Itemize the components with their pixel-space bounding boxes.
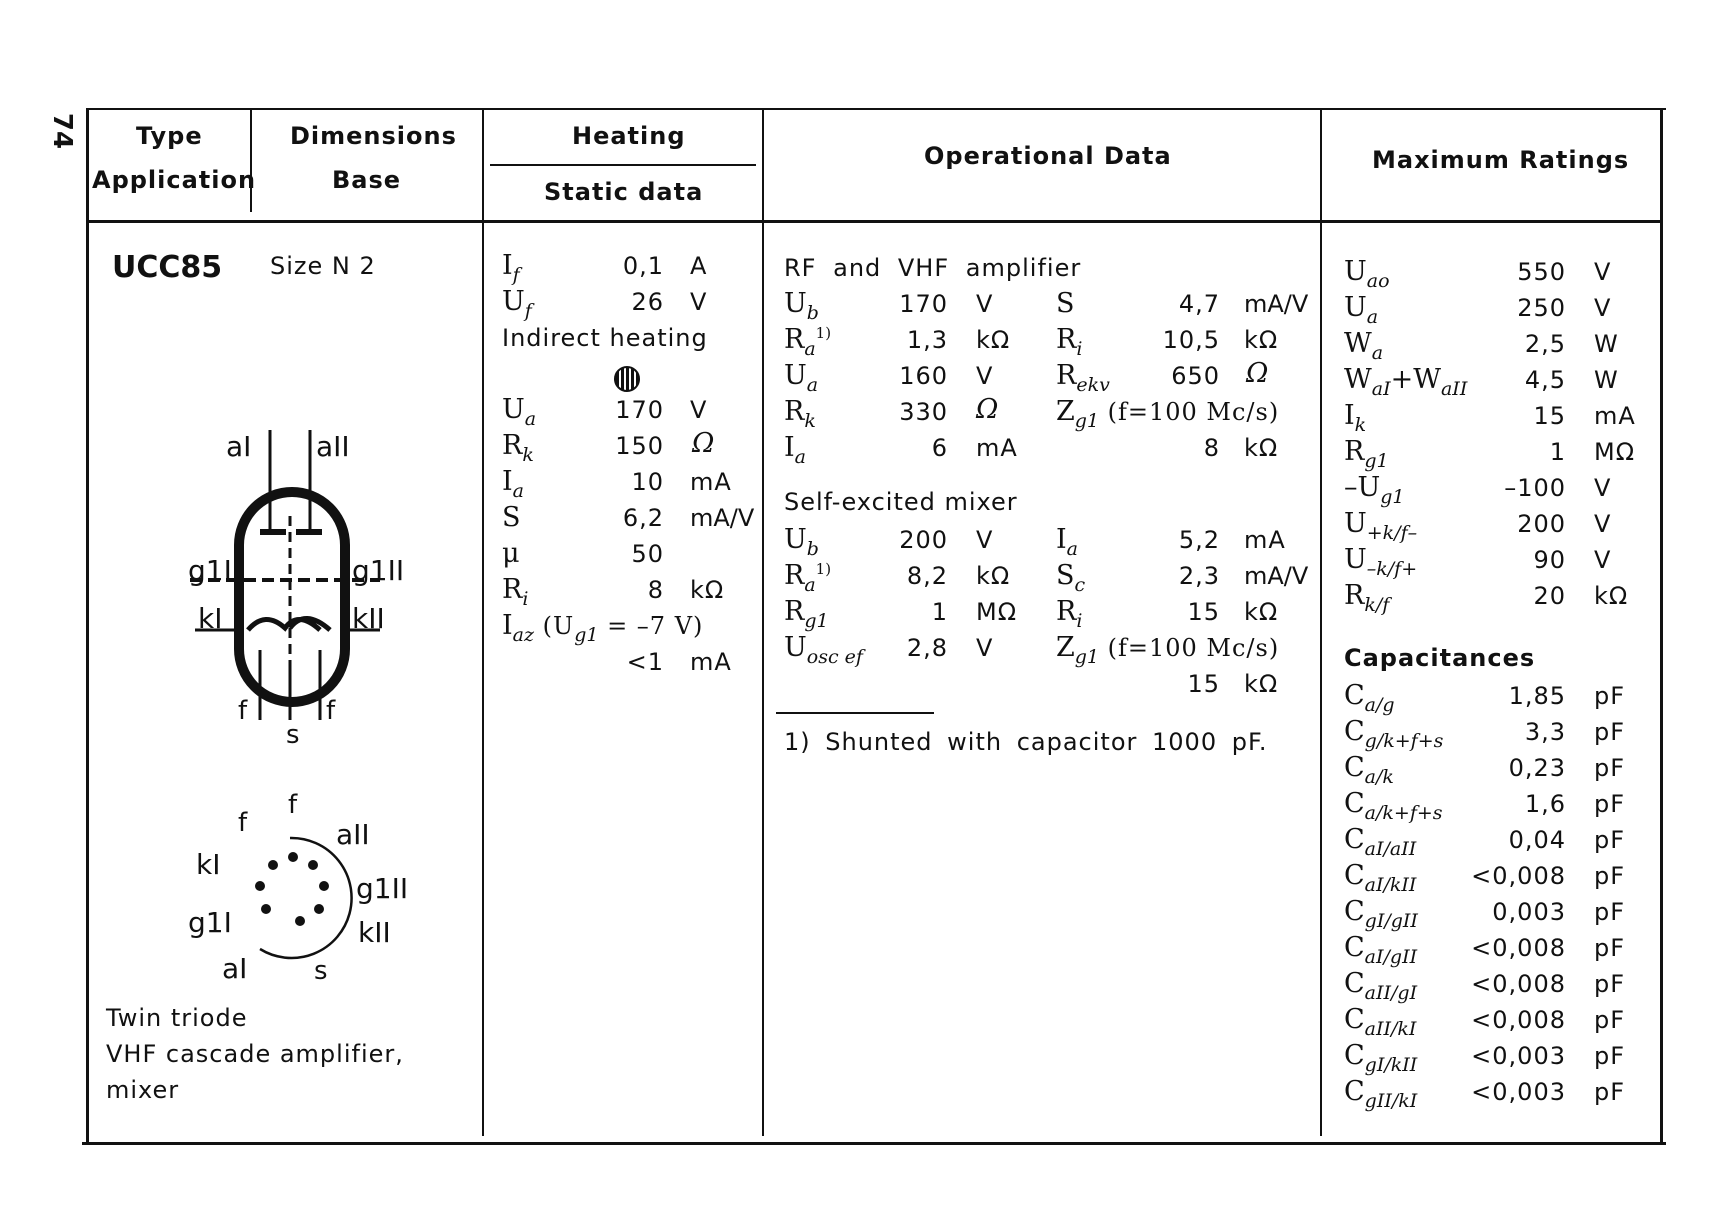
mix-val-sc: 2,3 <box>1178 562 1220 590</box>
mix-unit-ra: kΩ <box>976 562 1011 590</box>
rf-val-ua: 160 <box>899 362 948 390</box>
col-divider-2 <box>762 108 764 1136</box>
max-sym-7: $U_{+k/f-}$ <box>1344 508 1418 544</box>
cap-symbol: $C_{gI/gII}$ <box>1344 896 1418 932</box>
max-sym-3: $W_{aI}+W_{aII}$ <box>1344 364 1468 400</box>
max-val-8: 90 <box>1533 546 1566 574</box>
max-unit-5: MΩ <box>1594 438 1636 466</box>
label-f-right: f <box>326 696 336 726</box>
header-rule <box>86 220 1662 223</box>
rf-val-zg: 8 <box>1203 434 1220 462</box>
static-val-rk: 150 <box>615 432 664 460</box>
cap-unit: pF <box>1594 790 1626 818</box>
cap-unit: pF <box>1594 718 1626 746</box>
heating-unit-if: A <box>690 252 708 280</box>
cap-unit: pF <box>1594 754 1626 782</box>
mix-sym-ra: $R_a^{1)}$ <box>784 560 832 596</box>
heating-val-uf: 26 <box>631 288 664 316</box>
rf-sym-ra: $R_a^{1)}$ <box>784 324 832 360</box>
col-divider-1 <box>482 108 484 1136</box>
header-maximum-ratings: Maximum Ratings <box>1372 146 1630 174</box>
pin-3 <box>319 881 329 891</box>
cap-value: <0,008 <box>1471 970 1566 998</box>
label-g1II: g1II <box>352 554 405 587</box>
mix-unit-sc: mA/V <box>1244 562 1309 590</box>
cap-value: 1,6 <box>1524 790 1566 818</box>
base-label-g1II: g1II <box>356 872 409 905</box>
rf-val-s: 4,7 <box>1178 290 1220 318</box>
static-val-iaz: <1 <box>626 648 664 676</box>
cap-symbol: $C_{aII/gI}$ <box>1344 968 1418 1004</box>
static-sym-ri: $R_i$ <box>502 574 529 610</box>
tube-size: Size N 2 <box>270 252 376 280</box>
heating-note: Indirect heating <box>502 324 708 352</box>
cap-value: <0,003 <box>1471 1078 1566 1106</box>
capacitances-title: Capacitances <box>1344 644 1536 672</box>
rf-unit-ia: mA <box>976 434 1018 462</box>
mix-unit-uosc: V <box>976 634 994 662</box>
static-sym-ua: $U_a$ <box>502 394 537 430</box>
header-base: Base <box>332 166 402 194</box>
mix-sym-ri: $R_i$ <box>1056 596 1083 632</box>
base-label-s: s <box>314 956 328 986</box>
max-sym-0: $U_{ao}$ <box>1344 256 1390 292</box>
static-unit-rk: Ω <box>692 428 715 459</box>
cap-value: 0,23 <box>1508 754 1566 782</box>
cap-symbol: $C_{aI/gII}$ <box>1344 932 1418 968</box>
max-sym-6: $-U_{g1}$ <box>1344 472 1405 508</box>
max-sym-8: $U_{-k/f+}$ <box>1344 544 1418 580</box>
pin-5 <box>295 916 305 926</box>
rf-val-ia: 6 <box>931 434 948 462</box>
mix-val-uosc: 2,8 <box>906 634 948 662</box>
base-label-aII: aII <box>336 818 370 851</box>
max-unit-1: V <box>1594 294 1612 322</box>
cap-unit: pF <box>1594 682 1626 710</box>
rf-unit-zg: kΩ <box>1244 434 1279 462</box>
header-application: Application <box>92 166 257 194</box>
pin-1 <box>288 852 298 862</box>
cap-value: <0,008 <box>1471 934 1566 962</box>
mix-zg-condition: $Z_{g1}$ (f=100 Mc/s) <box>1056 632 1280 668</box>
rf-sym-ri: $R_i$ <box>1056 324 1083 360</box>
rf-val-ri: 10,5 <box>1162 326 1220 354</box>
mix-val-ia: 5,2 <box>1178 526 1220 554</box>
footnote: 1) Shunted with capacitor 1000 pF. <box>784 728 1268 756</box>
static-unit-ia: mA <box>690 468 732 496</box>
heating-sym-if: $I_f$ <box>502 250 520 286</box>
max-sym-4: $I_k$ <box>1344 400 1367 436</box>
cap-symbol: $C_{aII/kI}$ <box>1344 1004 1417 1040</box>
tube-envelope <box>239 492 345 702</box>
max-unit-3: W <box>1594 366 1619 394</box>
cap-unit: pF <box>1594 1006 1626 1034</box>
max-unit-9: kΩ <box>1594 582 1629 610</box>
base-label-kI: kI <box>196 848 221 881</box>
static-val-ri: 8 <box>647 576 664 604</box>
cap-symbol: $C_{gII/kI}$ <box>1344 1076 1418 1112</box>
static-unit-ri: kΩ <box>690 576 725 604</box>
static-sym-mu: μ <box>502 538 520 569</box>
base-label-aI: aI <box>222 952 248 985</box>
right-rule <box>1660 108 1663 1144</box>
max-unit-2: W <box>1594 330 1619 358</box>
description-line-3: mixer <box>106 1076 180 1104</box>
header-dimensions: Dimensions <box>290 122 457 150</box>
cap-symbol: $C_{a/k}$ <box>1344 752 1394 788</box>
rf-unit-ri: kΩ <box>1244 326 1279 354</box>
mix-sym-ia: $I_a$ <box>1056 524 1078 560</box>
rf-val-ra: 1,3 <box>906 326 948 354</box>
header-static-data: Static data <box>544 178 704 206</box>
pin-4 <box>314 904 324 914</box>
cap-symbol: $C_{g/k+f+s}$ <box>1344 716 1444 752</box>
max-unit-4: mA <box>1594 402 1636 430</box>
base-label-g1I: g1I <box>188 906 232 939</box>
mix-unit-ia: mA <box>1244 526 1286 554</box>
rf-unit-ra: kΩ <box>976 326 1011 354</box>
cap-unit: pF <box>1594 1078 1626 1106</box>
heating-underline <box>490 164 756 166</box>
rf-unit-ub: V <box>976 290 994 318</box>
rf-unit-rekv: Ω <box>1246 358 1269 389</box>
description-line-2: VHF cascade amplifier, <box>106 1040 404 1068</box>
max-val-2: 2,5 <box>1524 330 1566 358</box>
mix-unit-ri: kΩ <box>1244 598 1279 626</box>
max-val-7: 200 <box>1517 510 1566 538</box>
left-rule <box>86 108 89 1144</box>
pin-7 <box>255 881 265 891</box>
mix-unit-zg: kΩ <box>1244 670 1279 698</box>
cap-symbol: $C_{a/g}$ <box>1344 680 1395 716</box>
max-val-5: 1 <box>1549 438 1566 466</box>
cap-value: <0,008 <box>1471 1006 1566 1034</box>
base-label-f-top: f <box>288 790 298 820</box>
max-val-9: 20 <box>1533 582 1566 610</box>
max-sym-9: $R_{k/f}$ <box>1344 580 1390 616</box>
cap-value: 3,3 <box>1524 718 1566 746</box>
top-rule <box>86 108 1666 110</box>
label-kI: kI <box>198 602 223 635</box>
max-val-1: 250 <box>1517 294 1566 322</box>
page-number: 74 <box>47 112 78 150</box>
label-g1I: g1I <box>188 554 232 587</box>
cap-symbol: $C_{a/k+f+s}$ <box>1344 788 1443 824</box>
static-sym-ia: $I_a$ <box>502 466 524 502</box>
heating-val-if: 0,1 <box>622 252 664 280</box>
rf-unit-s: mA/V <box>1244 290 1309 318</box>
mix-sym-ub: $U_b$ <box>784 524 819 560</box>
static-unit-ua: V <box>690 396 708 424</box>
max-unit-6: V <box>1594 474 1612 502</box>
rf-sym-rekv: $R_{ekv}$ <box>1056 360 1110 396</box>
rf-val-ub: 170 <box>899 290 948 318</box>
label-aII: aII <box>316 430 350 463</box>
max-val-4: 15 <box>1533 402 1566 430</box>
mix-sym-rg1: $R_{g1}$ <box>784 596 829 632</box>
mix-title: Self-excited mixer <box>784 488 1018 516</box>
static-sym-s: S <box>502 502 521 533</box>
rf-unit-rk: Ω <box>976 394 999 425</box>
cap-unit: pF <box>1594 1042 1626 1070</box>
heating-unit-uf: V <box>690 288 708 316</box>
base-label-kII: kII <box>358 916 391 949</box>
cap-symbol: $C_{aI/kII}$ <box>1344 860 1417 896</box>
max-unit-0: V <box>1594 258 1612 286</box>
tube-name: UCC85 <box>112 250 223 285</box>
rf-sym-s: S <box>1056 288 1075 319</box>
max-unit-7: V <box>1594 510 1612 538</box>
description-line-1: Twin triode <box>106 1004 248 1032</box>
cap-value: 1,85 <box>1508 682 1566 710</box>
max-val-0: 550 <box>1517 258 1566 286</box>
header-type: Type <box>136 122 203 150</box>
static-val-s: 6,2 <box>622 504 664 532</box>
static-unit-s: mA/V <box>690 504 755 532</box>
static-iaz-condition: $I_{az}$ ($U_{g1} = -7$ V) <box>502 610 704 646</box>
mix-unit-rg1: MΩ <box>976 598 1018 626</box>
base-label-f-left: f <box>238 808 248 838</box>
mix-val-ub: 200 <box>899 526 948 554</box>
rf-val-rk: 330 <box>899 398 948 426</box>
bottom-rule <box>82 1142 1666 1145</box>
footnote-rule <box>776 712 934 714</box>
static-data-mark-icon <box>614 366 640 392</box>
label-f-left: f <box>238 696 248 726</box>
rf-sym-ia: $I_a$ <box>784 432 806 468</box>
cap-unit: pF <box>1594 862 1626 890</box>
cap-value: <0,003 <box>1471 1042 1566 1070</box>
heating-sym-uf: $U_f$ <box>502 286 532 322</box>
max-unit-8: V <box>1594 546 1612 574</box>
rf-sym-ub: $U_b$ <box>784 288 819 324</box>
rf-sym-rk: $R_k$ <box>784 396 816 432</box>
pin-6 <box>261 904 271 914</box>
static-val-ia: 10 <box>631 468 664 496</box>
static-unit-iaz: mA <box>690 648 732 676</box>
max-val-6: –100 <box>1504 474 1566 502</box>
pin-8 <box>268 860 278 870</box>
type-dim-divider <box>250 108 252 212</box>
label-s: s <box>286 720 300 750</box>
cap-unit: pF <box>1594 970 1626 998</box>
rf-val-rekv: 650 <box>1171 362 1220 390</box>
cap-unit: pF <box>1594 934 1626 962</box>
max-val-3: 4,5 <box>1524 366 1566 394</box>
static-sym-rk: $R_k$ <box>502 430 534 466</box>
max-sym-1: $U_a$ <box>1344 292 1379 328</box>
cap-value: 0,04 <box>1508 826 1566 854</box>
mix-val-zg: 15 <box>1187 670 1220 698</box>
cap-value: <0,008 <box>1471 862 1566 890</box>
max-sym-5: $R_{g1}$ <box>1344 436 1389 472</box>
mix-unit-ub: V <box>976 526 994 554</box>
cap-symbol: $C_{gI/kII}$ <box>1344 1040 1418 1076</box>
mix-val-rg1: 1 <box>931 598 948 626</box>
static-val-mu: 50 <box>631 540 664 568</box>
cap-unit: pF <box>1594 898 1626 926</box>
cap-unit: pF <box>1594 826 1626 854</box>
mix-val-ri: 15 <box>1187 598 1220 626</box>
rf-zg-condition: $Z_{g1}$ (f=100 Mc/s) <box>1056 396 1280 432</box>
base-circle <box>260 838 352 958</box>
max-sym-2: $W_a$ <box>1344 328 1384 364</box>
col-divider-3 <box>1320 108 1322 1136</box>
header-heating: Heating <box>572 122 686 150</box>
header-operational-data: Operational Data <box>924 142 1172 170</box>
label-kII: kII <box>352 602 385 635</box>
rf-sym-ua: $U_a$ <box>784 360 819 396</box>
mix-val-ra: 8,2 <box>906 562 948 590</box>
label-aI: aI <box>226 430 252 463</box>
pin-2 <box>308 860 318 870</box>
cap-value: 0,003 <box>1492 898 1566 926</box>
rf-title: RF and VHF amplifier <box>784 254 1082 282</box>
rf-unit-ua: V <box>976 362 994 390</box>
mix-sym-uosc: $U_{osc ef}$ <box>784 632 863 668</box>
static-val-ua: 170 <box>615 396 664 424</box>
cap-symbol: $C_{aI/aII}$ <box>1344 824 1417 860</box>
tube-schematic <box>180 420 410 770</box>
mix-sym-sc: $S_c$ <box>1056 560 1086 596</box>
